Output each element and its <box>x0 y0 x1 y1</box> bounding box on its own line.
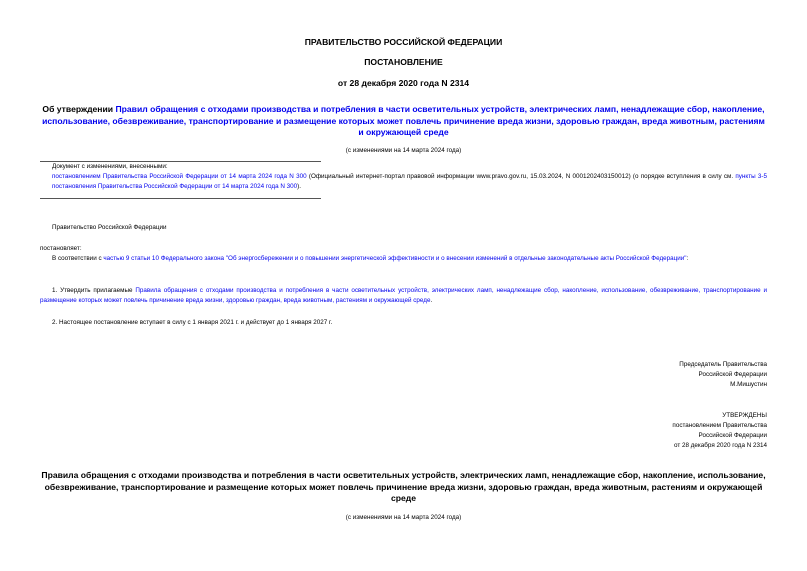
document-date-number: от 28 декабря 2020 года N 2314 <box>337 78 470 88</box>
approved-date-number: от 28 декабря 2020 года N 2314 <box>673 442 767 449</box>
government-name: Правительство Российской Федерации <box>52 224 167 231</box>
basis-paragraph <box>40 254 767 264</box>
signature-block <box>500 360 767 390</box>
amendments-text <box>52 172 767 192</box>
amended-note: (с изменениями на 14 марта 2024 года) <box>345 147 462 154</box>
approved-federation: Российской Федерации <box>698 432 767 439</box>
document-type: ПОСТАНОВЛЕНИЕ <box>364 57 443 67</box>
resolves-text: постановляет: <box>40 245 82 252</box>
paragraph-2: 2. Настоящее постановление вступает в силу с 1 января 2021 г. и действует до 1 января 2027 г. <box>52 319 333 326</box>
document-title <box>40 104 767 139</box>
basis-suffix: : <box>686 255 689 262</box>
issuer-heading: ПРАВИТЕЛЬСТВО РОССИЙСКОЙ ФЕДЕРАЦИИ <box>304 37 503 47</box>
basis-law-link[interactable]: частью 9 статьи 10 Федерального закона "Об энергосбережении и о повышении энергетической эффективности и о внесении изменений в отдельные законодательные акты Российской Федерации" <box>103 255 687 262</box>
divider-bottom <box>40 198 321 199</box>
signature-position: Председатель Правительства <box>679 361 767 368</box>
title-rules-link[interactable]: Правил обращения с отходами производства и потребления в части осветительных устройств, электрических ламп, ненадлежащие сбор, накопление, использование, обезвреживание, транспортирование и размещение которых может повлечь причинение вреда жизни, здоровью граждан, вреда животным, растениям и окружающей среде <box>42 104 765 137</box>
paragraph-1-suffix: . <box>430 297 433 304</box>
amendment-link-decree-300[interactable]: постановлением Правительства Российской Федерации от 14 марта 2024 года N 300 <box>52 173 307 180</box>
paragraph-1-rules-link[interactable]: Правила обращения с отходами производства и потребления в части осветительных устройств, электрических ламп, ненадлежащие сбор, накопление, использование, обезвреживание, транспортирование и размещение которых может повлечь причинение вреда жизни, здоровью граждан, вреда животным, растениям и окружающей среде <box>40 287 767 304</box>
rules-title: Правила обращения с отходами производства и потребления в части осветительных устройств, электрических ламп, ненадлежащие сбор, накопление, использование, обезвреживание, транспортирование и размещение которых может повлечь причинение вреда жизни, здоровью граждан, вреда животным, растениям и окружающей среде <box>41 470 766 503</box>
signature-name: М.Мишустин <box>730 381 767 388</box>
signature-federation: Российской Федерации <box>698 371 767 378</box>
paragraph-1-prefix: 1. Утвердить прилагаемые <box>52 287 136 294</box>
approved-label: УТВЕРЖДЕНЫ <box>722 412 767 419</box>
approved-block <box>500 411 767 451</box>
rules-amended-note: (с изменениями на 14 марта 2024 года) <box>345 514 462 521</box>
amendment-close-text: ). <box>297 183 301 190</box>
amendment-link-points-3-5[interactable]: пункты 3-5 постановления Правительства Российской Федерации от 14 марта 2024 года N 300 <box>52 173 768 190</box>
title-prefix: Об утверждении <box>42 104 116 114</box>
paragraph-1 <box>40 286 767 306</box>
basis-prefix: В соответствии с <box>52 255 104 262</box>
amendments-intro: Документ с изменениями, внесенными: <box>52 163 168 170</box>
approved-by: постановлением Правительства <box>672 422 767 429</box>
amendment-source-text: (Официальный интернет-портал правовой информации www.pravo.gov.ru, 15.03.2024, N 0001202403150012) (о порядке вступления в силу см. <box>306 173 736 180</box>
